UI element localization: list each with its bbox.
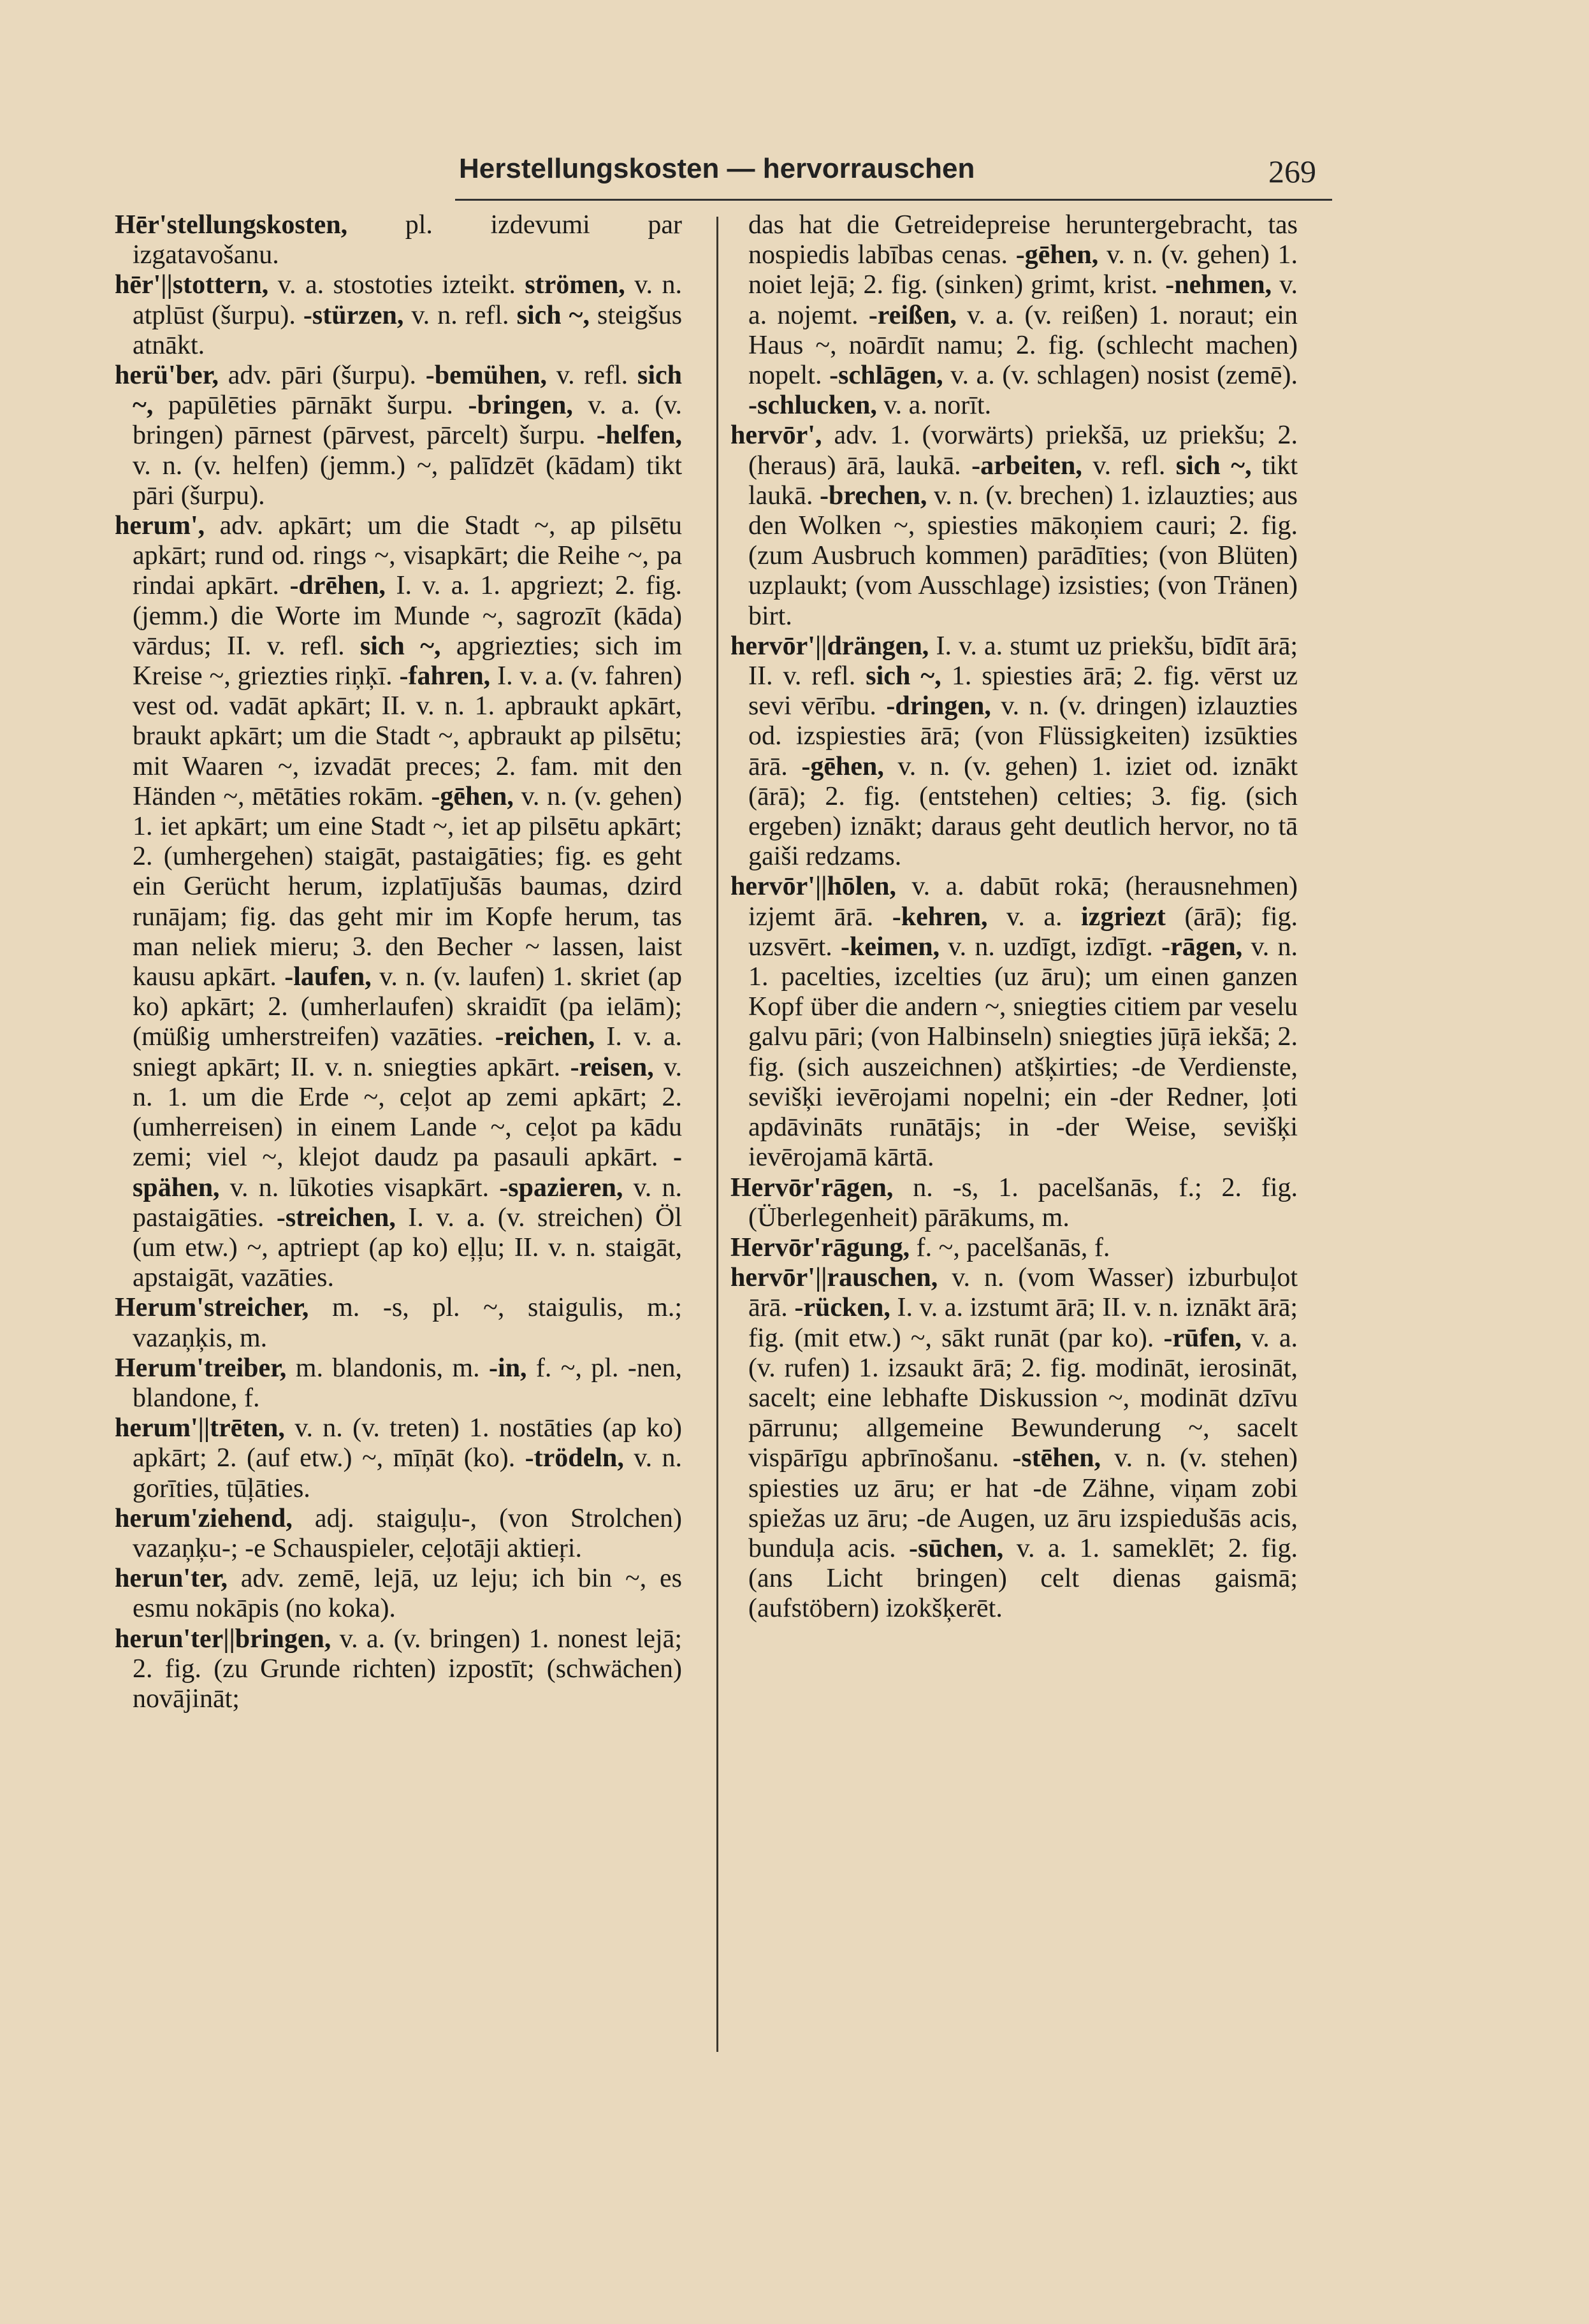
definition: v. refl. [1092,451,1166,480]
left-column [115,210,682,1714]
definition: f. ~, pacelšanās, f. [916,1232,1110,1262]
definition: v. n. refl. [411,300,509,330]
entry-herumtreten [115,1413,682,1504]
definition: v. n. (v. helfen) (jemm.) ~, palīdzēt (kādam) tikt pāri (šurpu). [133,451,682,510]
subword: sich ~, [133,361,683,421]
definition: m. -s, pl. ~, staigulis, m.; vazaņķis, m. [133,1293,682,1353]
subword: -keimen, [841,932,940,962]
subword: -schlāgen, [829,361,943,391]
subword: -brechen, [820,480,927,510]
definition: adv. 1. (vorwärts) priekšā, uz priekšu; 2. (heraus) ārā, laukā. [748,421,1298,480]
definition: v. n. (v. gehen) 1. iet apkārt; um eine Stadt ~, iet ap pilsētu apkārt; 2. (umhergehen) staigāt, pastaigāties; fig. es geht ein Gerücht herum, izplatījušās baumas, dzird runājam; fig. das geht mir im Kopfe herum, tas man neliek mieru; 3. den Becher ~ lassen, laist kausu apkārt. [133,781,682,992]
headword: herü'ber, [115,361,219,391]
subword: -drēhen, [289,571,386,601]
definition: v. a. [1006,902,1063,932]
entry-herumziehend [115,1504,682,1564]
subword: -laufen, [284,962,372,992]
right-column [730,210,1298,1624]
definition: I. v. a. stumt uz priekšu, bīdīt ārā; II. v. refl. [748,631,1298,691]
subword: -rücken, [794,1293,890,1323]
subword: -reisen, [570,1052,654,1082]
subword: -gēhen, [431,781,514,811]
definition: tikt laukā. [748,451,1298,510]
subword: -gēhen, [801,751,884,781]
definition: v. n. (v. treten) 1. nostāties (ap ko) apkārt; 2. (auf etw.) ~, mīņāt (ko). [133,1413,683,1473]
definition: v. n. (vom Wasser) izburbuļot ārā. [748,1263,1298,1323]
column-divider [716,217,718,2052]
subword: sich ~, [359,631,441,661]
definition: v. a. stostoties izteikt. [277,270,516,300]
definition: I. v. a. (v. streichen) Öl (um etw.) ~, aptriept (ap ko) eļļu; II. v. n. staigāt, apstaigāt, vazāties. [133,1202,683,1293]
subword: -dringen, [886,691,991,721]
definition: v. n. 1. um die Erde ~, ceļot ap zemi apkārt; 2. (umherreisen) in einem Lande ~, ceļot pa kādu zemi; viel ~, klejot daudz pa pasauli apkārt. [133,1052,682,1173]
headword: herun'ter, [115,1564,228,1594]
subword: -sūchen, [909,1533,1004,1563]
subword: -spähen, [133,1143,682,1202]
subword: -rūfen, [1163,1323,1242,1353]
definition: v. n. (v. gehen) 1. noiet lejā; 2. fig. (sinken) grimt, krist. [748,240,1298,300]
entry-herunter [115,1564,682,1624]
entry-continuation [730,210,1298,421]
definition: adv. pāri (šurpu). [228,361,416,391]
entry-herstottern [115,270,682,361]
subword: -reichen, [495,1022,595,1052]
subword: -streichen, [276,1202,396,1232]
definition: v. n. 1. pacelties, izcelties (uz āru); um einen ganzen Kopf über die andern ~, sniegties citiem par veselu galvu pāri; (von Halbinseln) sniegties jūŗā iekšā; 2. fig. (sich auszeichnen) atšķirties; -de Verdienste, sevišķi ievērojami nopelni; ein -der Redner, ļoti apdāvināts runātājs; in -der Weise, sevišķi ievērojamā kārtā. [748,932,1298,1173]
definition: v. a. (v. bringen) 1. nonest lejā; 2. fig. (zu Grunde richten) izpostīt; (schwächen) novājināt; [133,1624,682,1714]
definition: v. n. lūkoties visapkārt. [229,1173,490,1202]
entry-herumstreicher [115,1293,682,1353]
definition: v. n. (v. laufen) 1. skriet (ap ko) apkārt; 2. (umherlaufen) skraidīt (pa ielām); (müßig umherstreifen) vazāties. [133,962,682,1052]
definition: das hat die Getreidepreise heruntergebracht, tas nospiedis labības cenas. [748,210,1298,270]
subword: -stürzen, [303,300,404,330]
subword: -schlucken, [748,391,877,421]
definition: adv. zemē, lejā, uz leju; ich bin ~, es esmu nokāpis (no koka). [133,1564,683,1624]
subword: sich ~, [866,661,941,691]
subword: -reißen, [868,300,957,330]
definition: v. a. dabūt rokā; (herausnehmen) izjemt ārā. [748,872,1298,932]
definition: I. v. a. sniegt apkārt; II. v. n. sniegties apkārt. [133,1022,683,1082]
entry-hervorragen [730,1173,1298,1233]
definition: v. n. pastaigāties. [133,1173,683,1232]
subword: strömen, [525,270,625,300]
entry-hervorrauschen [730,1263,1298,1624]
definition: (ārā); fig. uzsvērt. [748,902,1298,962]
running-head: Herstellungskosten — hervorrauschen [459,153,975,184]
definition: n. -s, 1. pacelšanās, f.; 2. fig. (Überlegenheit) pārākums, m. [748,1173,1298,1232]
subword: -arbeiten, [971,451,1082,480]
entry-hervorragung [730,1233,1298,1263]
definition: 1. spiesties ārā; 2. fig. vērst uz sevi vērību. [748,661,1298,721]
headword: herum'ziehend, [115,1503,293,1533]
entry-herum [115,511,682,1293]
definition: v. n. (v. stehen) spiesties uz āru; er hat -de Zähne, viņam zobi spiežas uz āru; -de Augen, uz āru izspiedušās acis, bunduļa acis. [748,1443,1298,1563]
definition: I. v. a. (v. fahren) vest od. vadāt apkārt; II. v. n. 1. apbraukt apkārt, braukt apkārt; um die Stadt ~, apbraukt ap pilsētu; mit Waaren ~, izvadāt preces; 2. fam. mit den Händen ~, mētāties rokām. [133,661,683,811]
subword: -kehren, [892,902,988,932]
headword: Herum'treiber, [115,1353,287,1383]
subword: -gēhen, [1015,240,1099,270]
subword: -in, [489,1353,527,1383]
definition: papūlēties pārnākt šurpu. [168,391,453,421]
subword: -helfen, [596,421,683,451]
definition: pl. izdevumi par izgatavošanu. [133,210,682,270]
definition: m. blandonis, m. [295,1353,480,1383]
entry-hervorholen [730,872,1298,1173]
definition: v. a. 1. sameklēt; 2. fig. (ans Licht bringen) celt dienas gaismā; (aufstöbern) izokšķerēt. [748,1533,1298,1624]
headword: hervōr'||rauschen, [730,1263,938,1293]
subword: -nehmen, [1165,270,1272,300]
subword: -stēhen, [1012,1443,1101,1473]
headword: herun'ter||bringen, [115,1624,331,1654]
subword: izgriezt [1081,902,1166,932]
subword: -rāgen, [1161,932,1243,962]
definition: v. refl. [556,361,628,391]
subword: -bringen, [468,391,573,421]
headword: hervōr'||drängen, [730,631,929,661]
entry-herueber [115,361,682,511]
definition: adv. apkārt; um die Stadt ~, ap pilsētu apkārt; rund od. rings ~, visapkārt; die Reihe ~, pa rindai apkārt. [133,511,683,601]
headword: hervōr'||hōlen, [730,872,896,902]
subword: -trödeln, [525,1443,624,1473]
headword: hervōr', [730,421,822,451]
headword: Hervōr'rāgen, [730,1173,894,1202]
subword: -bemühen, [425,361,547,391]
subword: sich ~, [516,300,590,330]
definition: steigšus atnākt. [133,300,683,360]
entry-hervordraengen [730,632,1298,872]
subword: sich ~, [1175,451,1252,480]
definition: v. a. (v. bringen) pārnest (pārvest, pārcelt) šurpu. [133,391,683,451]
page-number: 269 [1268,154,1316,189]
subword: -fahren, [399,661,491,691]
entry-hervor [730,421,1298,631]
definition: adj. staiguļu-, (von Strolchen) vazaņķu-; -e Schauspieler, ceļotāji aktieŗi. [133,1503,682,1563]
definition: v. n. uzdīgt, izdīgt. [948,932,1153,962]
headword: Hervōr'rāgung, [730,1232,910,1262]
entry-herstellungskosten [115,210,682,270]
headword: herum', [115,511,205,541]
entry-herunterbringen [115,1624,682,1715]
definition: I. v. a. 1. apgriezt; 2. fig. (jemm.) die Worte im Munde ~, sagrozīt (kāda) vārdus; II. v. refl. [133,571,682,661]
definition: f. ~, pl. -nen, blandone, f. [133,1353,682,1413]
subword: -spazieren, [499,1173,623,1202]
definition: v. a. nojemt. [748,270,1298,330]
headword: Hēr'stellungskosten, [115,210,348,240]
definition: v. a. (v. schlagen) nosist (zemē). [950,361,1298,391]
definition: v. a. (v. rufen) 1. izsaukt ārā; 2. fig. modināt, ierosināt, sacelt; eine lebhafte Diskussion ~, modināt dzīvu pārrunu; allgemeine Bewunderung ~, sacelt vispārīgu apbrīnošanu. [748,1323,1298,1473]
definition: v. n. (v. brechen) 1. izlauzties; aus den Wolken ~, spiesties mākoņiem cauri; 2. fig. (zum Ausbruch kommen) parādīties; (von Blüten) uzplaukt; (vom Ausschlage) izsisties; (von Tränen) birt. [748,480,1298,631]
headword: herum'||trēten, [115,1413,285,1443]
definition: v. n. (v. gehen) 1. iziet od. iznākt (ārā); 2. fig. (entstehen) celties; 3. fig. (sich ergeben) iznākt; daraus geht deutlich hervor, no tā gaiši redzams. [748,751,1298,872]
definition: v. n. (v. dringen) izlauzties od. izspiesties ārā; (von Flüssigkeiten) izsūkties ārā. [748,691,1298,781]
definition: v. a. norīt. [883,391,992,421]
headword: Herum'streicher, [115,1293,309,1323]
header-rule [455,199,1332,201]
definition: I. v. a. izstumt ārā; II. v. n. iznākt ārā; fig. (mit etw.) ~, sākt runāt (par ko). [748,1293,1298,1353]
entry-herumtreiber [115,1353,682,1413]
definition: v. n. gorīties, tūļāties. [133,1443,683,1503]
headword: hēr'||stottern, [115,270,269,300]
definition: apgriezties; sich im Kreise ~, griezties riņķī. [133,631,683,691]
definition: v. a. (v. reißen) 1. noraut; ein Haus ~, noārdīt namu; 2. fig. (schlecht machen) nopelt. [748,300,1298,391]
definition: v. n. atplūst (šurpu). [133,270,683,330]
